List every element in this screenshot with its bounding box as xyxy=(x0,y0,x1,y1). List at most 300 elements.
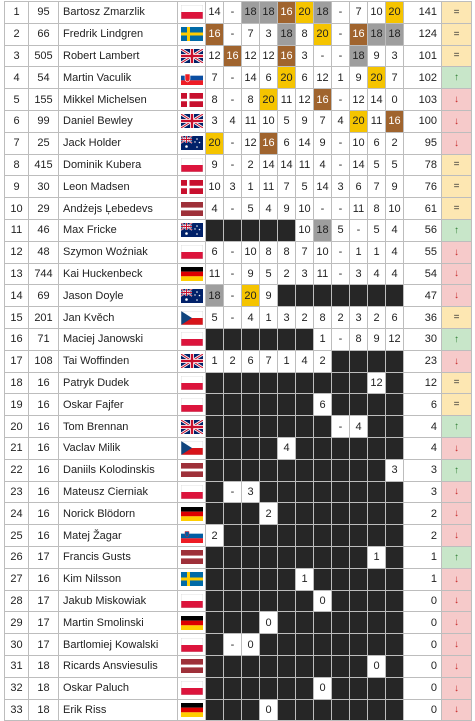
round-score-cell: 8 xyxy=(368,198,386,220)
round-absent-cell xyxy=(260,416,278,438)
round-score-cell: 7 xyxy=(296,241,314,263)
round-score-cell: 5 xyxy=(332,219,350,241)
rider-name-cell: Ricards Ansviesulis xyxy=(59,655,178,677)
total-points-cell: 4 xyxy=(404,416,442,438)
round-absent-cell xyxy=(278,590,296,612)
round-absent-cell xyxy=(242,677,260,699)
flag-lv-icon xyxy=(178,546,206,568)
rider-number-cell: 18 xyxy=(29,677,59,699)
round-score-cell: 8 xyxy=(242,89,260,111)
round-score-cell: 11 xyxy=(260,176,278,198)
round-absent-cell xyxy=(386,416,404,438)
trend-indicator: ↓ xyxy=(442,568,472,590)
round-absent-cell xyxy=(278,612,296,634)
round-score-cell: - xyxy=(332,132,350,154)
round-absent-cell xyxy=(260,655,278,677)
round-score-cell: - xyxy=(224,263,242,285)
round-absent-cell xyxy=(386,677,404,699)
round-absent-cell xyxy=(368,394,386,416)
round-absent-cell xyxy=(278,372,296,394)
flag-de-icon xyxy=(178,612,206,634)
round-absent-cell xyxy=(314,525,332,547)
round-score-cell: 4 xyxy=(224,110,242,132)
round-score-cell: 9 xyxy=(350,67,368,89)
table-row xyxy=(5,67,472,89)
round-score-cell: 2 xyxy=(386,132,404,154)
rider-name-cell: Max Fricke xyxy=(59,219,178,241)
round-absent-cell xyxy=(314,655,332,677)
rider-name-cell: Robert Lambert xyxy=(59,45,178,67)
round-score-cell: 0 xyxy=(368,655,386,677)
rider-number-cell: 17 xyxy=(29,590,59,612)
round-absent-cell xyxy=(314,699,332,721)
round-score-cell: 4 xyxy=(386,263,404,285)
round-absent-cell xyxy=(242,219,260,241)
rank-cell: 16 xyxy=(5,328,29,350)
round-absent-cell xyxy=(278,503,296,525)
rider-number-cell: 201 xyxy=(29,307,59,329)
round-absent-cell xyxy=(242,437,260,459)
table-row xyxy=(5,219,472,241)
table-row xyxy=(5,154,472,176)
rank-cell: 5 xyxy=(5,89,29,111)
round-score-cell: 20 xyxy=(368,67,386,89)
table-row xyxy=(5,372,472,394)
round-absent-cell xyxy=(278,568,296,590)
round-absent-cell xyxy=(206,677,224,699)
round-score-cell: - xyxy=(224,67,242,89)
round-absent-cell xyxy=(296,459,314,481)
round-absent-cell xyxy=(206,394,224,416)
round-score-cell: - xyxy=(224,481,242,503)
table-row xyxy=(5,416,472,438)
round-score-cell: 0 xyxy=(260,612,278,634)
trend-indicator: ↑ xyxy=(442,459,472,481)
trend-indicator: ↑ xyxy=(442,328,472,350)
round-score-cell: 4 xyxy=(242,307,260,329)
flag-dk-icon xyxy=(178,176,206,198)
round-absent-cell xyxy=(350,590,368,612)
round-absent-cell xyxy=(224,655,242,677)
round-score-cell: 7 xyxy=(314,110,332,132)
round-absent-cell xyxy=(314,634,332,656)
round-score-cell: - xyxy=(332,89,350,111)
round-absent-cell xyxy=(242,459,260,481)
round-absent-cell xyxy=(206,634,224,656)
trend-indicator: ↓ xyxy=(442,132,472,154)
round-score-cell: 12 xyxy=(242,132,260,154)
round-score-cell: 2 xyxy=(206,525,224,547)
round-score-cell: 16 xyxy=(386,110,404,132)
round-score-cell: - xyxy=(350,219,368,241)
rider-number-cell: 66 xyxy=(29,23,59,45)
rider-number-cell: 30 xyxy=(29,176,59,198)
round-absent-cell xyxy=(242,416,260,438)
table-row xyxy=(5,459,472,481)
round-absent-cell xyxy=(206,612,224,634)
round-score-cell: 3 xyxy=(278,307,296,329)
flag-pl-icon xyxy=(178,677,206,699)
round-absent-cell xyxy=(386,655,404,677)
round-score-cell: 8 xyxy=(314,307,332,329)
round-absent-cell xyxy=(368,525,386,547)
round-absent-cell xyxy=(332,481,350,503)
round-score-cell: 18 xyxy=(368,23,386,45)
round-absent-cell xyxy=(368,481,386,503)
round-absent-cell xyxy=(296,590,314,612)
table-row xyxy=(5,677,472,699)
round-score-cell: 11 xyxy=(278,89,296,111)
round-absent-cell xyxy=(224,590,242,612)
round-score-cell: 16 xyxy=(278,45,296,67)
round-score-cell: 14 xyxy=(242,67,260,89)
round-score-cell: 18 xyxy=(260,2,278,24)
round-absent-cell xyxy=(332,503,350,525)
round-absent-cell xyxy=(296,437,314,459)
trend-indicator: ↑ xyxy=(442,67,472,89)
round-score-cell: 10 xyxy=(368,2,386,24)
round-score-cell: 1 xyxy=(278,350,296,372)
round-score-cell: - xyxy=(314,45,332,67)
round-absent-cell xyxy=(386,394,404,416)
round-score-cell: 8 xyxy=(278,241,296,263)
round-absent-cell xyxy=(350,699,368,721)
flag-pl-icon xyxy=(178,2,206,24)
round-absent-cell xyxy=(332,612,350,634)
round-absent-cell xyxy=(260,219,278,241)
rider-number-cell: 16 xyxy=(29,481,59,503)
flag-pl-icon xyxy=(178,634,206,656)
table-row xyxy=(5,546,472,568)
flag-se-icon xyxy=(178,568,206,590)
total-points-cell: 0 xyxy=(404,612,442,634)
round-score-cell: 10 xyxy=(260,110,278,132)
round-absent-cell xyxy=(296,677,314,699)
round-absent-cell xyxy=(278,634,296,656)
table-row xyxy=(5,437,472,459)
round-score-cell: 4 xyxy=(368,263,386,285)
rider-number-cell: 16 xyxy=(29,459,59,481)
round-score-cell: 18 xyxy=(206,285,224,307)
total-points-cell: 101 xyxy=(404,45,442,67)
rider-name-cell: Andżejs Ļebedevs xyxy=(59,198,178,220)
rider-name-cell: Mikkel Michelsen xyxy=(59,89,178,111)
trend-indicator: ↓ xyxy=(442,590,472,612)
round-score-cell: 6 xyxy=(350,176,368,198)
round-absent-cell xyxy=(242,546,260,568)
round-score-cell: 8 xyxy=(296,23,314,45)
round-score-cell: 10 xyxy=(206,176,224,198)
round-score-cell: 5 xyxy=(242,198,260,220)
round-score-cell: - xyxy=(224,154,242,176)
round-absent-cell xyxy=(224,416,242,438)
round-absent-cell xyxy=(206,416,224,438)
total-points-cell: 0 xyxy=(404,677,442,699)
rider-name-cell: Jason Doyle xyxy=(59,285,178,307)
rider-name-cell: Patryk Dudek xyxy=(59,372,178,394)
round-absent-cell xyxy=(350,437,368,459)
round-absent-cell xyxy=(206,568,224,590)
round-absent-cell xyxy=(386,568,404,590)
total-points-cell: 56 xyxy=(404,219,442,241)
round-score-cell: 20 xyxy=(260,89,278,111)
round-absent-cell xyxy=(296,699,314,721)
round-absent-cell xyxy=(206,219,224,241)
round-score-cell: 14 xyxy=(314,176,332,198)
round-score-cell: 11 xyxy=(296,154,314,176)
round-absent-cell xyxy=(368,437,386,459)
trend-indicator: = xyxy=(442,372,472,394)
rank-cell: 8 xyxy=(5,154,29,176)
total-points-cell: 47 xyxy=(404,285,442,307)
round-score-cell: 6 xyxy=(296,67,314,89)
round-absent-cell xyxy=(224,568,242,590)
round-score-cell: - xyxy=(332,154,350,176)
rider-number-cell: 25 xyxy=(29,132,59,154)
round-score-cell: 2 xyxy=(260,503,278,525)
total-points-cell: 12 xyxy=(404,372,442,394)
round-absent-cell xyxy=(242,372,260,394)
round-score-cell: 0 xyxy=(386,89,404,111)
table-row xyxy=(5,612,472,634)
round-absent-cell xyxy=(386,372,404,394)
round-score-cell: 1 xyxy=(368,546,386,568)
trend-indicator: = xyxy=(442,2,472,24)
trend-indicator: ↓ xyxy=(442,110,472,132)
trend-indicator: = xyxy=(442,45,472,67)
round-absent-cell xyxy=(314,546,332,568)
total-points-cell: 6 xyxy=(404,394,442,416)
rider-name-cell: Oskar Fajfer xyxy=(59,394,178,416)
round-absent-cell xyxy=(314,568,332,590)
total-points-cell: 76 xyxy=(404,176,442,198)
round-absent-cell xyxy=(206,699,224,721)
rider-number-cell: 17 xyxy=(29,612,59,634)
round-score-cell: 0 xyxy=(260,699,278,721)
round-absent-cell xyxy=(260,437,278,459)
rider-number-cell: 17 xyxy=(29,546,59,568)
round-absent-cell xyxy=(224,503,242,525)
rank-cell: 32 xyxy=(5,677,29,699)
round-absent-cell xyxy=(260,372,278,394)
round-score-cell: - xyxy=(224,307,242,329)
round-absent-cell xyxy=(296,503,314,525)
rank-cell: 28 xyxy=(5,590,29,612)
round-absent-cell xyxy=(368,677,386,699)
round-score-cell: - xyxy=(224,89,242,111)
round-score-cell: 9 xyxy=(386,176,404,198)
rank-cell: 25 xyxy=(5,525,29,547)
round-score-cell: 14 xyxy=(350,154,368,176)
total-points-cell: 36 xyxy=(404,307,442,329)
round-score-cell: 12 xyxy=(260,45,278,67)
round-score-cell: 7 xyxy=(278,176,296,198)
round-score-cell: 20 xyxy=(278,67,296,89)
round-absent-cell xyxy=(350,677,368,699)
round-score-cell: 7 xyxy=(350,2,368,24)
flag-pl-icon xyxy=(178,394,206,416)
flag-gb-icon xyxy=(178,45,206,67)
round-score-cell: 4 xyxy=(350,416,368,438)
round-absent-cell xyxy=(386,437,404,459)
rider-number-cell: 16 xyxy=(29,437,59,459)
rider-number-cell: 54 xyxy=(29,67,59,89)
round-score-cell: 4 xyxy=(260,198,278,220)
round-absent-cell xyxy=(260,590,278,612)
round-absent-cell xyxy=(296,328,314,350)
rank-cell: 33 xyxy=(5,699,29,721)
round-absent-cell xyxy=(296,416,314,438)
round-score-cell: 3 xyxy=(260,23,278,45)
round-score-cell: 3 xyxy=(296,45,314,67)
round-absent-cell xyxy=(296,525,314,547)
round-score-cell: 6 xyxy=(206,241,224,263)
round-score-cell: 1 xyxy=(206,350,224,372)
round-absent-cell xyxy=(314,459,332,481)
round-absent-cell xyxy=(350,525,368,547)
rider-name-cell: Tom Brennan xyxy=(59,416,178,438)
round-absent-cell xyxy=(206,372,224,394)
round-absent-cell xyxy=(350,503,368,525)
flag-pl-icon xyxy=(178,328,206,350)
round-score-cell: 7 xyxy=(260,350,278,372)
round-absent-cell xyxy=(206,590,224,612)
round-score-cell: 2 xyxy=(296,307,314,329)
table-row xyxy=(5,110,472,132)
rank-cell: 23 xyxy=(5,481,29,503)
round-score-cell: 5 xyxy=(296,176,314,198)
trend-indicator: ↓ xyxy=(442,481,472,503)
round-score-cell: 9 xyxy=(260,285,278,307)
flag-pl-icon xyxy=(178,372,206,394)
round-score-cell: 6 xyxy=(386,307,404,329)
round-score-cell: 8 xyxy=(350,328,368,350)
round-score-cell: 12 xyxy=(296,89,314,111)
flag-de-icon xyxy=(178,263,206,285)
round-absent-cell xyxy=(350,612,368,634)
total-points-cell: 4 xyxy=(404,437,442,459)
round-score-cell: - xyxy=(224,2,242,24)
round-absent-cell xyxy=(206,481,224,503)
rider-number-cell: 71 xyxy=(29,328,59,350)
rank-cell: 31 xyxy=(5,655,29,677)
round-score-cell: 14 xyxy=(296,132,314,154)
rider-number-cell: 744 xyxy=(29,263,59,285)
round-score-cell: 1 xyxy=(314,328,332,350)
rider-number-cell: 69 xyxy=(29,285,59,307)
round-absent-cell xyxy=(242,394,260,416)
round-score-cell: 3 xyxy=(296,263,314,285)
round-absent-cell xyxy=(242,503,260,525)
total-points-cell: 23 xyxy=(404,350,442,372)
round-absent-cell xyxy=(368,285,386,307)
flag-se-icon xyxy=(178,23,206,45)
round-score-cell: 11 xyxy=(314,263,332,285)
round-absent-cell xyxy=(386,285,404,307)
flag-au-icon xyxy=(178,219,206,241)
rider-number-cell: 48 xyxy=(29,241,59,263)
round-score-cell: 7 xyxy=(386,67,404,89)
round-score-cell: 8 xyxy=(260,241,278,263)
round-absent-cell xyxy=(224,459,242,481)
round-score-cell: 6 xyxy=(368,132,386,154)
round-absent-cell xyxy=(350,459,368,481)
round-absent-cell xyxy=(332,568,350,590)
table-row xyxy=(5,481,472,503)
total-points-cell: 30 xyxy=(404,328,442,350)
round-score-cell: 16 xyxy=(260,132,278,154)
round-absent-cell xyxy=(350,285,368,307)
total-points-cell: 103 xyxy=(404,89,442,111)
total-points-cell: 61 xyxy=(404,198,442,220)
rank-cell: 17 xyxy=(5,350,29,372)
trend-indicator: ↓ xyxy=(442,503,472,525)
rider-name-cell: Daniel Bewley xyxy=(59,110,178,132)
flag-pl-icon xyxy=(178,590,206,612)
round-absent-cell xyxy=(206,437,224,459)
round-score-cell: 2 xyxy=(332,307,350,329)
rank-cell: 27 xyxy=(5,568,29,590)
round-score-cell: - xyxy=(224,241,242,263)
round-absent-cell xyxy=(296,372,314,394)
round-score-cell: 16 xyxy=(206,23,224,45)
trend-indicator: ↓ xyxy=(442,525,472,547)
total-points-cell: 0 xyxy=(404,634,442,656)
round-score-cell: 18 xyxy=(350,45,368,67)
rider-name-cell: Jan Kvěch xyxy=(59,307,178,329)
round-score-cell: 3 xyxy=(332,176,350,198)
round-score-cell: 4 xyxy=(386,241,404,263)
table-row xyxy=(5,350,472,372)
rider-name-cell: Martin Smolinski xyxy=(59,612,178,634)
rider-name-cell: Jack Holder xyxy=(59,132,178,154)
rank-cell: 12 xyxy=(5,241,29,263)
round-score-cell: 16 xyxy=(278,2,296,24)
table-row xyxy=(5,89,472,111)
round-score-cell: 14 xyxy=(278,154,296,176)
round-score-cell: 6 xyxy=(278,132,296,154)
rank-cell: 29 xyxy=(5,612,29,634)
table-row xyxy=(5,23,472,45)
trend-indicator: ↓ xyxy=(442,655,472,677)
rank-cell: 30 xyxy=(5,634,29,656)
table-row xyxy=(5,328,472,350)
rank-cell: 6 xyxy=(5,110,29,132)
table-row xyxy=(5,2,472,24)
rider-number-cell: 16 xyxy=(29,568,59,590)
round-absent-cell xyxy=(296,634,314,656)
round-absent-cell xyxy=(314,503,332,525)
standings-table xyxy=(4,1,472,721)
rider-number-cell: 18 xyxy=(29,699,59,721)
round-absent-cell xyxy=(278,655,296,677)
round-absent-cell xyxy=(224,677,242,699)
round-score-cell: 12 xyxy=(314,67,332,89)
round-score-cell: 16 xyxy=(224,45,242,67)
round-absent-cell xyxy=(368,459,386,481)
round-score-cell: 7 xyxy=(368,176,386,198)
round-absent-cell xyxy=(260,394,278,416)
round-absent-cell xyxy=(368,590,386,612)
round-absent-cell xyxy=(386,699,404,721)
flag-pl-icon xyxy=(178,481,206,503)
flag-dk-icon xyxy=(178,89,206,111)
round-score-cell: 10 xyxy=(242,241,260,263)
rank-cell: 20 xyxy=(5,416,29,438)
round-absent-cell xyxy=(278,459,296,481)
round-absent-cell xyxy=(368,503,386,525)
round-absent-cell xyxy=(224,394,242,416)
